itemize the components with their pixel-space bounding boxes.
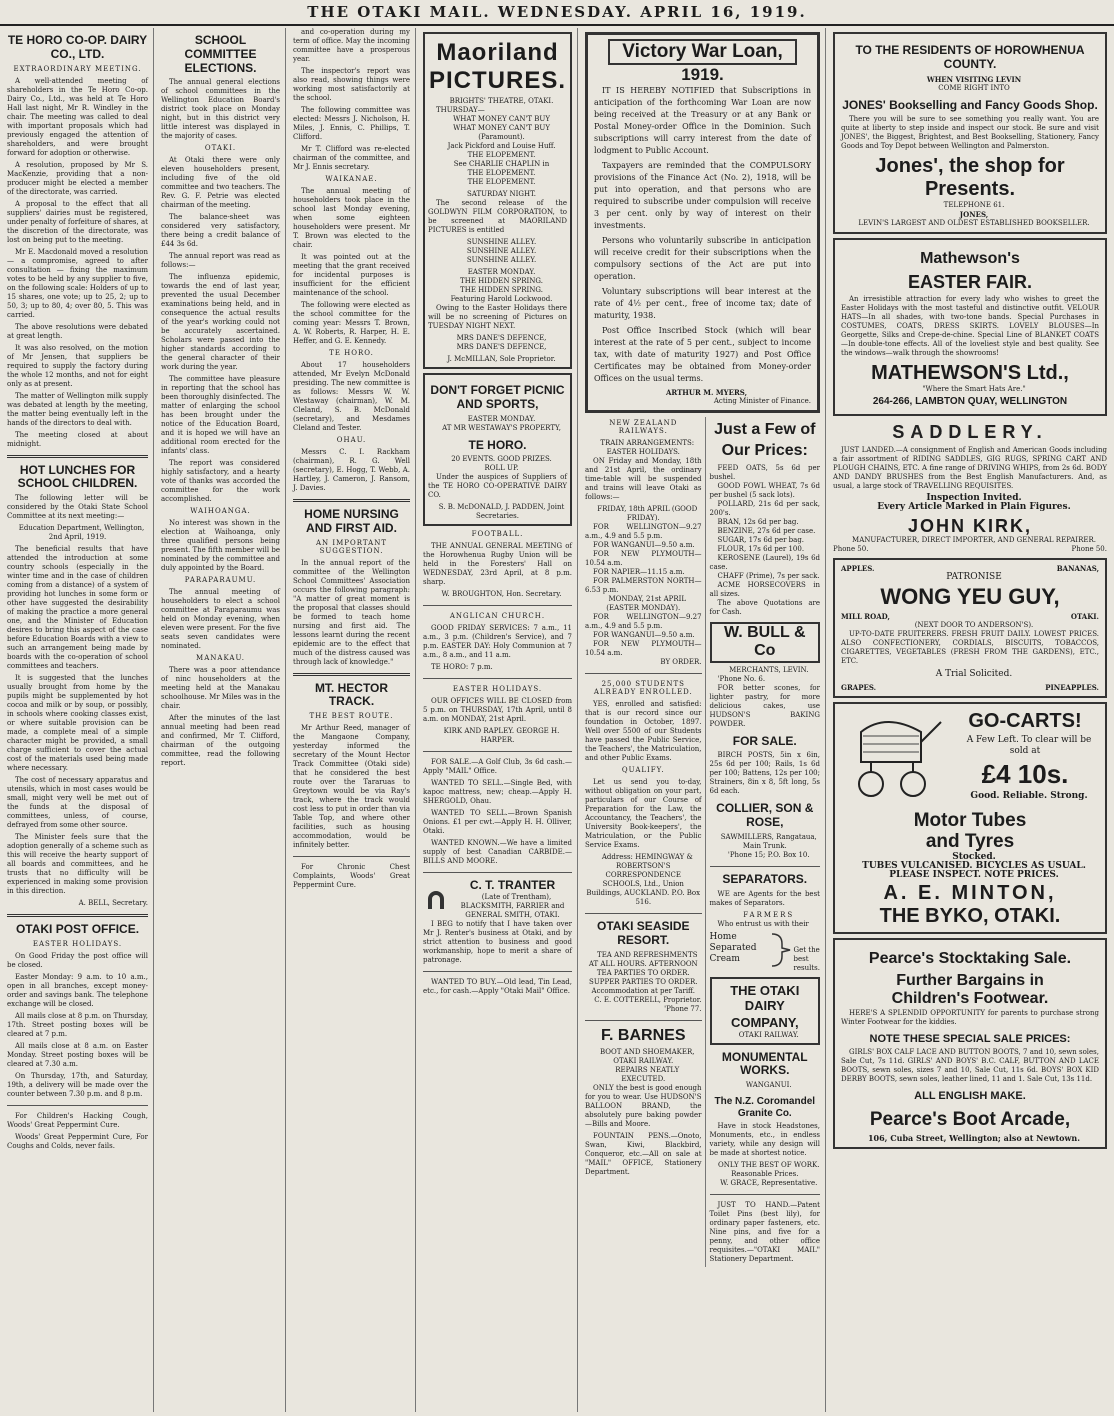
paragraph: The annual report was read as follows:— bbox=[161, 252, 280, 270]
paragraph: THE ANNUAL GENERAL MEETING of the Horowhenua Rugby Union will be held in the Foresters' Hall on WEDNESDAY, 23rd April, at 8 p.m. sharp. bbox=[423, 542, 572, 587]
paragraph: All mails close at 8 a.m. on Easter Monday. Street posting boxes will be cleared at 7.30 a.m. bbox=[7, 1041, 148, 1068]
wong-ad bbox=[833, 558, 1107, 697]
paragraph: GIRLS' BOX CALF LACE AND BUTTON BOOTS, 7 and 10, sewn soles, Sale Cut, 7s 11d. GIRLS' AND BOYS' B.C. CALF, BUTTON AND LACE BOOTS, sewn soles, sizes 7 and 10, Sale Cut, 11s 6d. BOYS' BOX KID DERBY BOOTS, sewn soles, leather lined, 11 and 1. Sale Cut, 13s 11d. bbox=[841, 1048, 1099, 1084]
horseshoe-icon bbox=[423, 889, 449, 911]
paragraph: The following letter will be considered by the Otaki State School Committee at its next meeting:— bbox=[7, 494, 148, 521]
paragraph: JUST LANDED.—A consignment of English and American Goods including a fair assortment of RIDING SADDLES, GIG RUGS, SPRING CART AND PLOUGH CHAINS, ETC. A fine range of DRIVING WHIPS, from 2s 6d. BODY AND DANDY BRUSHES from the Best English Manufacturers. And, as usual, a large stock of TRAVELLING REQUISITES. bbox=[833, 445, 1107, 490]
tranter-ad bbox=[423, 879, 572, 920]
paragraph: ON Friday and Monday, 18th and 21st April, the ordinary time-table will be suspended and trains will leave Otaki as follows:— bbox=[585, 457, 702, 501]
paragraph: TE HORO: 7 p.m. bbox=[431, 663, 493, 672]
kirk-name: JOHN KIRK, bbox=[907, 515, 1032, 536]
cream-result: Get the best results. bbox=[793, 945, 820, 972]
cart-good: Good. Reliable. Strong. bbox=[970, 790, 1088, 801]
section-heading: FOR SALE. bbox=[732, 733, 797, 748]
minton-tubes: TUBES VULCANISED. BICYCLES AS USUAL. bbox=[862, 861, 1086, 872]
wong-patronise: PATRONISE bbox=[946, 572, 1002, 583]
divider bbox=[423, 751, 572, 752]
paragraph: The matter of Wellington milk supply was debated at length by the meeting, the matter being eventually left in the hands of the directors to deal with. bbox=[7, 391, 148, 427]
kirk-phones bbox=[833, 545, 1107, 554]
divider bbox=[423, 678, 572, 679]
picnic-date: EASTER MONDAY. bbox=[467, 414, 536, 423]
divider bbox=[710, 866, 820, 867]
wong-town: OTAKI. bbox=[1070, 611, 1099, 621]
section-heading: MONUMENTAL WORKS. bbox=[721, 1049, 808, 1078]
war-loan-year: 1919. bbox=[681, 65, 724, 84]
paragraph: The annual meeting of householders to elect a school committee at Paraparaumu was held on Monday evening, when eleven were present. For the five seats seven candidates were nominated. bbox=[161, 588, 280, 651]
jones-heading: JONES' Bookselling and Fancy Goods Shop. bbox=[842, 97, 1098, 112]
price-item: CHAFF (Prime), 7s per sack. bbox=[717, 571, 820, 580]
pearce-heading: Pearce's Stocktaking Sale. bbox=[868, 950, 1072, 968]
paragraph: The meeting closed at about midnight. bbox=[7, 430, 148, 448]
bull-name: W. BULL & Co bbox=[710, 622, 820, 663]
program-film: MRS DANE'S DEFENCE, bbox=[456, 334, 547, 342]
jones-ad bbox=[833, 32, 1107, 234]
section-heading: 25,000 STUDENTS ALREADY ENROLLED. bbox=[593, 680, 693, 696]
venue: BRIGHTS' THEATRE, OTAKI. bbox=[449, 97, 554, 105]
monu-only: ONLY THE BEST OF WORK. Reasonable Prices. bbox=[718, 1161, 820, 1179]
paragraph: YES, enrolled and satisfied: that is our record since our foundation in October, 1897. Well over 5500 of our Students have passed the Public Service, the Teachers', the Matriculation, and other Public Exams. bbox=[585, 700, 702, 762]
program-cast: Jack Pickford and Louise Huff. bbox=[447, 142, 556, 150]
classified: WANTED TO BUY.—Old lead, Tin Lead, etc., for cash.—Apply "Otaki Mail" Office. bbox=[423, 978, 572, 996]
signature: C. E. COTTERELL, Proprietor. 'Phone 77. bbox=[594, 995, 702, 1013]
section-heading: OTAKI SEASIDE RESORT. bbox=[597, 919, 690, 947]
pearce-note: NOTE THESE SPECIAL SALE PRICES: bbox=[869, 1032, 1071, 1045]
pearce-heading: Children's Footwear. bbox=[891, 990, 1049, 1008]
price-item: SUGAR, 17s 6d per bag. bbox=[717, 535, 805, 544]
divider bbox=[585, 1020, 702, 1021]
section-heading: WAIKANAE. bbox=[325, 175, 378, 183]
article-subheading: EASTER HOLIDAYS. bbox=[32, 939, 123, 948]
war-loan-ad bbox=[585, 32, 820, 413]
paragraph: It was pointed out at the meeting that the grant received for incidental purposes is insufficient for the efficient maintenance of the school. bbox=[293, 253, 410, 297]
paragraph: About 17 householders attended, Mr Evelyn McDonald presiding. The new committee is as follows: Messrs W. W. Westaway (chairman), W. M. Cleland, S. B. McDonald (secretary), and Mesdames Cleland and Tester. bbox=[293, 361, 410, 432]
picnic-secretaries: S. B. McDONALD, J. PADDEN, Joint Secretaries. bbox=[438, 503, 565, 521]
divider bbox=[423, 872, 572, 873]
jones-heading: COME RIGHT INTO bbox=[938, 83, 1010, 92]
divider bbox=[423, 605, 572, 606]
minton-byko: THE BYKO, OTAKI. bbox=[879, 905, 1061, 928]
program-cast: Featuring Harold Lockwood. bbox=[450, 295, 553, 303]
paragraph: Voluntary subscriptions will bear interest at the rate of 4½ per cent., free of income tax; date of maturity, 1938. bbox=[594, 287, 811, 320]
saddlery-heading: SADDLERY. bbox=[833, 422, 1107, 443]
wong-name: WONG YEU GUY, bbox=[880, 584, 1060, 610]
article-heading: HOME NURSING AND FIRST AID. bbox=[304, 507, 399, 535]
address: Address: HEMINGWAY & ROBERTSON'S CORRESPONDENCE SCHOOLS, Ltd., Union Buildings, AUCKLAND. P.O. Box 516. bbox=[586, 853, 701, 906]
paragraph: The cost of necessary apparatus and utensils, which in most cases would be small, might very well be met out of the funds at the disposal of committees, unless, of course, defrayed from some other source. bbox=[7, 776, 148, 830]
wong-address bbox=[841, 612, 1099, 621]
paragraph: The Minister feels sure that the adoption generally of a scheme such as this will receive the hearty support of all boards and committees, and he trusts that no difficulty will be experienced in making some provision in this direction. bbox=[7, 833, 148, 896]
paragraph: UP-TO-DATE FRUITERERS. FRESH FRUIT DAILY. LOWEST PRICES. ALSO CONFECTIONERY, CORDIALS, BISCUITS, TOBACCOS, CIGARETTES, VEGETABLES (FRESH FROM THE GARDENS), ETC., ETC. bbox=[841, 629, 1099, 665]
paragraph: IT IS HEREBY NOTIFIED that Subscriptions in anticipation of the forthcoming War Loan are now being received at the Treasury or at any Bank or Postal Money-order Office in the Dominion. Such subscriptions will carry interest from the date of lodgment to Public Account. bbox=[594, 86, 811, 155]
paragraph: WE are Agents for the best makes of Separators. bbox=[709, 889, 820, 907]
program-film: SUNSHINE ALLEY. bbox=[466, 256, 537, 264]
section-heading: NEW ZEALAND RAILWAYS. bbox=[609, 419, 678, 435]
jones-slogan: Jones', the shop for bbox=[875, 155, 1065, 178]
classified: WANTED TO SELL.—Brown Spanish Onions. £1 per cwt.—Apply H. H. Olliver, Otaki. bbox=[423, 809, 572, 836]
price-item: KEROSENE (Laurel), 19s 6d case. bbox=[709, 553, 820, 571]
paragraph: Messrs C. I. Rackham (chairman), R. G. Well (secretary), E. Hogg, T. Webb, A. Hartley, J. Cameron, J. Ransom, J. Davies. bbox=[293, 448, 410, 492]
dairy-name: THE OTAKI DAIRY bbox=[730, 982, 800, 1013]
section-heading: SEPARATORS. bbox=[722, 871, 808, 886]
war-loan-title: Victory War Loan, bbox=[608, 39, 797, 65]
column-2 bbox=[156, 28, 286, 1412]
paragraph: The balance-sheet was considered very satisfactory, there being a credit balance of £44 3s 6d. bbox=[161, 213, 280, 249]
jones-sign: LEVIN'S LARGEST AND OLDEST ESTABLISHED BOOKSELLER. bbox=[858, 219, 1090, 228]
paragraph: The committee have pleasure in reporting that the school has been thoroughly disinfected. The matter of enlarging the school has been brought under the notice of the Education Board, and it is hoped we will have an additional room erected for the infants' class. bbox=[161, 375, 280, 456]
paragraph: It is suggested that the lunches usually brought from home by the pupils might be supplemented by hot cocoa and milk or by soup, or possibly, in schools where cooking classes exist, or where suitable provision can be made, a complete meal of a simple character might be provided, a small charge sufficient to cover the actual cost of the materials used being made where necessary. bbox=[7, 674, 148, 773]
divider bbox=[7, 914, 148, 917]
pictures-ad bbox=[423, 32, 572, 369]
paragraph: The annual meeting of householders took place in the school last Monday evening, when some eighteen householders were present. Mr T. Brown was elected to the chair. bbox=[293, 187, 410, 249]
paragraph: The following committee was elected: Messrs J. Nicholson, H. Miles, J. Ennis, C. Phillips, T. Clifford. bbox=[293, 106, 410, 141]
program-note: (Paramount). bbox=[478, 133, 525, 141]
cart-few: A Few Left. To clear will be sold at bbox=[966, 734, 1092, 756]
paragraph: FOR better scones, for lighter pastry, for more delicious cakes, use HUDSON'S BAKING POWDER. bbox=[709, 683, 820, 728]
article-subheading: EXTRAORDINARY MEETING. bbox=[13, 64, 142, 73]
signature: ARTHUR M. MYERS, bbox=[665, 388, 748, 397]
kirk-phone: Phone 50. bbox=[833, 545, 869, 554]
brace-icon bbox=[770, 932, 794, 968]
math-heading: Mathewson's bbox=[920, 250, 1020, 268]
divider bbox=[710, 1194, 820, 1195]
paragraph: The beneficial results that have attended the introduction at some country schools (especially in the winter time and in the case of children coming from a distance) of a system of providing hot lunches in some form or other have suggested the desirability of making the practice a more general one, and the Minister of Education desires to bring this aspect of the case before Education Boards with a view to such an arrangement being made by boards with the co-operation of school committees and teachers. bbox=[7, 545, 148, 671]
column-5-left bbox=[585, 417, 706, 1267]
paragraph: GOOD FRIDAY SERVICES: 7 a.m., 11 a.m., 3 p.m. (Children's Service), and 7 p.m. EASTER DAY: Holy Communion at 7 a.m., 8 a.m., and 11 a.m. bbox=[423, 624, 572, 660]
collier-name: COLLIER, SON & ROSE, bbox=[716, 801, 814, 830]
small-ad: Woods' Great Peppermint Cure, For Coughs and Colds, never fails. bbox=[7, 1132, 148, 1150]
picnic-roll: ROLL UP. bbox=[484, 464, 519, 473]
section-heading: OTAKI. bbox=[204, 144, 237, 153]
dateline: Education Department, Wellington, 2nd April, 1919. bbox=[18, 524, 145, 542]
small-ad: For Children's Hacking Cough, Woods' Great Peppermint Cure. bbox=[7, 1111, 148, 1129]
paragraph: Post Office Inscribed Stock (which will bear interest at the rate of 5 per cent., subject to income tax, with date of maturity 1927) and Post Office Certificates may be obtained from Money-order Offices on the usual terms. bbox=[594, 326, 811, 383]
paragraph: and co-operation during my term of office. May the incoming committee have a prosperous year. bbox=[293, 28, 410, 63]
program-text: Owing to the Easter Holidays there will be no screening of Pictures on TUESDAY NIGHT NEXT. bbox=[428, 304, 567, 330]
paragraph: The above resolutions were debated at great length. bbox=[7, 322, 148, 340]
jones-heading: TO THE RESIDENTS OF HOROWHENUA COUNTY. bbox=[855, 43, 1085, 71]
paragraph: The following were elected as the school committee for the coming year: Messrs T. Brown, A. W. Roberts, R. Harper, H. E. Heffer, and G. E. Kennedy. bbox=[293, 301, 410, 345]
section-heading: ANGLICAN CHURCH. bbox=[449, 612, 546, 621]
program-film: MRS DANE'S DEFENCE, bbox=[456, 343, 547, 351]
signature: A. BELL, Secretary. bbox=[78, 899, 148, 908]
paragraph: Mr T. Clifford was re-elected chairman of the committee, and Mr J. Ennis secretary. bbox=[293, 145, 410, 171]
paragraph: A resolution, proposed by Mr S. MacKenzie, providing that a non-producer might be elected a member of the directorate, was carried. bbox=[7, 160, 148, 196]
math-address: 264-266, LAMBTON QUAY, WELLINGTON bbox=[872, 396, 1068, 408]
rail-row: FOR NEW PLYMOUTH—10.54 a.m. bbox=[585, 550, 702, 567]
pearce-address: 106, Cuba Street, Wellington; also at Newtown. bbox=[867, 1132, 1080, 1143]
rail-row: FOR WANGANUI—9.50 a.m. bbox=[593, 541, 695, 549]
section-heading: TE HORO. bbox=[329, 349, 374, 357]
price-item: GOOD FOWL WHEAT, 7s 6d per bushel (5 sack lots). bbox=[709, 481, 820, 499]
column-5-right bbox=[710, 417, 820, 1267]
prices-title: Our Prices: bbox=[721, 442, 808, 460]
classified: FOR SALE.—A Golf Club, 3s 6d cash.—Apply "MAIL" Office. bbox=[423, 758, 572, 776]
rail-order: BY ORDER. bbox=[660, 658, 702, 666]
paragraph: There you will be sure to see something you really want. You are quite at liberty to step inside and inspect our stock. Be sure and visit JONES', the Biggest, Brightest, and Best Bookselling, Stationery, Fancy Goods and Toy Depot between Wellington and Palmerston. bbox=[841, 115, 1099, 151]
column-5 bbox=[580, 28, 826, 1412]
cart-price: £4 10s. bbox=[981, 758, 1069, 789]
paragraph: The inspector's report was also read, showing things were working most satisfactorily at the school. bbox=[293, 67, 410, 102]
rail-day: FRIDAY, 18th APRIL (GOOD FRIDAY). bbox=[597, 505, 698, 522]
pearce-all: ALL ENGLISH MAKE. bbox=[914, 1090, 1026, 1103]
signature-title: Acting Minister of Finance. bbox=[713, 397, 811, 405]
wong-corner: APPLES. bbox=[841, 564, 875, 574]
rail-row: FOR NEW PLYMOUTH—10.54 a.m. bbox=[585, 640, 702, 657]
signature: W. BROUGHTON, Hon. Secretary. bbox=[441, 590, 562, 599]
paragraph: A well-attended meeting of shareholders in the Te Horo Co-op. Dairy Co., Ltd., was held at Te Horo Hall last night, Mr R. Windley in the chair. The meeting was called to deal with important proposals which had previously engaged the attention of shareholders, and were brought forward for adoption or otherwise. bbox=[7, 76, 148, 157]
motor-line: Motor Tubes bbox=[913, 809, 1027, 831]
divider bbox=[585, 913, 702, 914]
article-heading: MT. HECTOR TRACK. bbox=[314, 680, 389, 709]
column-4 bbox=[418, 28, 578, 1412]
masthead: THE OTAKI MAIL. WEDNESDAY. APRIL 16, 1919. bbox=[0, 0, 1114, 26]
bull-sub: MERCHANTS, LEVIN. bbox=[729, 665, 809, 674]
paragraph: An irresistible attraction for every lady who wishes to greet the Easter Holidays with the most tasteful and distinctive outfit. VELOUR HATS—In all shades, with two-tone bands. Special Purchases in COSTUMES, COATS, DRESS SKIRTS. LOVELY BLOUSES—In Georgette, Silks and Crepe-de-chine. Special Line of BLANKET COATS—In double-tone effects. All of the loveliest style and best quality. See the windows—walk through the showrooms! bbox=[841, 295, 1099, 358]
paragraph: All mails close at 8 p.m. on Thursday, 17th. Street posting boxes will be cleared at 7 p.m. bbox=[7, 1011, 148, 1038]
math-heading: EASTER FAIR. bbox=[907, 271, 1032, 292]
classified: FOUNTAIN PENS.—Onoto, Swan, Kiwi, Blackbird, Conqueror, etc.—All on sale at "MAIL" OFFICE, Stationery Department. bbox=[585, 1131, 702, 1176]
paragraph: HERE'S A SPLENDID OPPORTUNITY for parents to purchase strong Winter Footwear for the kiddies. bbox=[841, 1008, 1099, 1026]
price-list bbox=[710, 464, 820, 599]
paragraph: BIRCH POSTS, 5in x 6in, 25s 6d per 100; Rails, 1s 6d per 100; Battens, 12s per 100; Strainers, 8in x 8, 5ft long, 5s 6d each. bbox=[709, 751, 820, 796]
barnes-name: F. BARNES bbox=[601, 1026, 686, 1044]
classified: WANTED TO SELL.—Single Bed, with kapoc mattress, new; cheap.—Apply H. SHERGOLD, Ohau. bbox=[423, 779, 572, 806]
sad-invite: Inspection Invited. bbox=[926, 492, 1022, 503]
rail-row: FOR WELLINGTON—9.27 a.m., 4.9 and 5.5 p.m. bbox=[585, 523, 702, 540]
program-film: SUNSHINE ALLEY. bbox=[466, 247, 537, 255]
prices-note: The above Quotations are for Cash. bbox=[709, 598, 820, 616]
column-1 bbox=[2, 28, 154, 1412]
paragraph: Who entrust us with their bbox=[717, 919, 809, 928]
article-heading: OTAKI POST OFFICE. bbox=[15, 922, 140, 937]
tranter-sub: (Late of Trentham), BLACKSMITH, FARRIER and GENERAL SMITH, OTAKI. bbox=[460, 893, 565, 920]
dairy-place: OTAKI RAILWAY. bbox=[738, 1030, 799, 1039]
price-item: BRAN, 12s 6d per bag. bbox=[717, 517, 799, 526]
price-item: FEED OATS, 5s 6d per bushel. bbox=[709, 463, 820, 481]
divider bbox=[7, 455, 148, 458]
paragraph: On Thursday, 17th, and Saturday, 19th, a delivery will be made over the counter between 7.30 p.m. and 8 p.m. bbox=[7, 1071, 148, 1098]
monu-town: WANGANUI. bbox=[745, 1081, 792, 1090]
monu-rep: W. GRACE, Representative. bbox=[720, 1179, 818, 1188]
wong-corner: GRAPES. bbox=[841, 682, 877, 692]
paragraph: The annual general elections of school committees in the Wellington Education Board's district took place on Monday night, but in this district very little interest was displayed in the majority of cases. bbox=[161, 78, 280, 141]
proprietor: J. McMILLAN, Sole Proprietor. bbox=[447, 355, 556, 363]
paragraph: There was a poor attendance of ninc householders at the meeting held at the Manakau schoolhouse. Mr Miles was in the chair. bbox=[161, 666, 280, 711]
jones-tel: TELEPHONE 61. bbox=[943, 201, 1005, 210]
jones-slogan: Presents. bbox=[924, 178, 1016, 201]
cart-title: GO-CARTS! bbox=[968, 709, 1082, 732]
paragraph: Let us send you to-day, without obligation on your part, particulars of our Course of Preparation for the Law, the Accountancy, the Teachers', the University Book-keepers', the Matriculation, or the Public Service Exams. bbox=[585, 778, 702, 849]
picnic-title: DON'T FORGET PICNIC AND SPORTS, bbox=[430, 383, 565, 411]
cream-label: Home Separated Cream bbox=[709, 931, 757, 964]
paragraph: A proposal to the effect that all suppliers' dairies must be registered, under penalty of forfeiture of shares, at the discretion of the directorate, was lost on being put to the meeting. bbox=[7, 199, 148, 244]
math-name: MATHEWSON'S Ltd., bbox=[871, 362, 1069, 385]
pearce-heading: Further Bargains in bbox=[896, 971, 1044, 989]
article-heading: HOT LUNCHES FOR SCHOOL CHILDREN. bbox=[17, 462, 138, 491]
price-item: ACME HORSECOVERS in all sizes. bbox=[709, 580, 820, 598]
section-heading: FOOTBALL. bbox=[471, 530, 524, 539]
program-film: THE HIDDEN SPRING. bbox=[460, 286, 543, 294]
picnic-events: 20 EVENTS. GOOD PRIZES. bbox=[451, 455, 552, 464]
section-heading: PARAPARAUMU. bbox=[184, 576, 257, 585]
paragraph: The report was considered highly satisfactory, and a hearty vote of thanks was accorded the committee for the work accomplished. bbox=[161, 459, 280, 504]
divider bbox=[7, 1105, 148, 1106]
minton-name: A. E. MINTON, bbox=[883, 882, 1057, 905]
bull-phone: 'Phone No. 6. bbox=[717, 674, 766, 683]
monu-company: The N.Z. Coromandel Granite Co. bbox=[714, 1096, 816, 1119]
program-film: WHAT MONEY CAN'T BUY bbox=[453, 115, 550, 123]
sad-marked: Every Article Marked in Plain Figures. bbox=[877, 501, 1071, 512]
section-heading: OHAU. bbox=[336, 436, 367, 444]
pearce-ad bbox=[833, 938, 1107, 1148]
divider bbox=[293, 499, 410, 502]
price-item: BENZINE, 27s 6d per case. bbox=[717, 526, 816, 535]
divider bbox=[293, 673, 410, 676]
paragraph: Mr E. Macdonald moved a resolution — a compromise, agreed to after consultation — fixing the maximum votes to be held by any supplier to five, on the following scale: Holders of up to 15 shares, one vote; up to 25, 2; up to 50, 3; up to 80, 4; over 80, 5. This was carried. bbox=[7, 247, 148, 319]
rail-day: MONDAY, 21st APRIL (EASTER MONDAY). bbox=[606, 595, 687, 612]
collier-sub: SAWMILLERS, Rangataua, Main Trunk. bbox=[720, 832, 817, 850]
paragraph: After the minutes of the last annual meeting had been read and confirmed, Mr T. Clifford, chairman of the outgoing committee, read the following report. bbox=[161, 714, 280, 768]
barnes-sub: BOOT AND SHOEMAKER, OTAKI RAILWAY. bbox=[600, 1047, 695, 1065]
signature: KIRK AND RAPLEY. GEORGE H. HARPER. bbox=[443, 727, 560, 745]
tranter-name: C. T. TRANTER bbox=[469, 878, 556, 893]
paragraph: The influenza epidemic, towards the end of last year, prevented the usual December examinations being held, and in consequence the actual results of the year's working could not be accurately ascertained. Scholars were passed into the higher standards according to the general character of their work during the year. bbox=[161, 273, 280, 372]
cream-block bbox=[710, 932, 820, 973]
program-film: THE HIDDEN SPRING. bbox=[460, 277, 543, 285]
wong-corner: PINEAPPLES. bbox=[1045, 682, 1099, 692]
program-film: THE ELOPEMENT. bbox=[467, 151, 536, 159]
column-6 bbox=[828, 28, 1112, 1412]
divider bbox=[423, 971, 572, 972]
picnic-place: AT MR WESTAWAY'S PROPERTY, bbox=[442, 423, 561, 432]
paragraph: In the annual report of the committee of the Wellington School Committees' Association occurs the following paragraph: "A matter of great moment is the proposal that classes should be formed to teach home nursing and first aid. The lessons learnt during the recent epidemic are to the effect that much of the distress caused was through lack of knowledge." bbox=[293, 558, 410, 666]
program-film: THE ELOPEMENT. bbox=[467, 169, 536, 177]
price-item: FLOUR, 17s 6d per 100. bbox=[717, 544, 805, 553]
article-subheading: AN IMPORTANT SUGGESTION. bbox=[315, 538, 388, 555]
math-tag: "Where the Smart Hats Are." bbox=[922, 385, 1026, 394]
jones-sign: JONES, bbox=[959, 210, 989, 220]
picnic-town: TE HORO. bbox=[468, 437, 527, 452]
column-5-split bbox=[585, 417, 820, 1267]
paragraph: Have in stock Headstones, Monuments, etc., in endless variety, while any design will be made at shortest notice. bbox=[709, 1122, 820, 1158]
rail-row: FOR WELLINGTON—9.27 a.m., 4.9 and 5.5 p.m. bbox=[585, 613, 702, 630]
wong-next: (NEXT DOOR TO ANDERSON'S). bbox=[914, 620, 1034, 629]
farmers-heading: FARMERS bbox=[743, 910, 795, 919]
paragraph: On Good Friday the post office will be closed. bbox=[7, 951, 148, 969]
paragraph: OUR OFFICES WILL BE CLOSED from 5 p.m. on THURSDAY, 17th April, until 8 a.m. on MONDAY, 21st April. bbox=[423, 697, 572, 724]
paragraph: ONLY the best is good enough for you to wear. Use HUDSON'S BALLOON BRAND, the absolutely pure baking powder—Bills and Moore. bbox=[585, 1083, 702, 1128]
program-day: EASTER MONDAY. bbox=[467, 268, 536, 276]
classified: WANTED KNOWN.—We have a limited supply of best Canadian CARBIDE.—BILLS AND MOORE. bbox=[423, 839, 572, 866]
collier-phone: 'Phone 15; P.O. Box 10. bbox=[727, 850, 810, 859]
mathewson-ad bbox=[833, 238, 1107, 416]
wong-bottom bbox=[841, 683, 1099, 692]
kirk-sub: MANUFACTURER, DIRECT IMPORTER, AND GENERAL REPAIRER. bbox=[852, 536, 1096, 545]
section-heading: EASTER HOLIDAYS. bbox=[452, 685, 543, 694]
paragraph: It was also resolved, on the motion of Mr Jensen, that suppliers be required to supply the factory during the whole 12 months, and not for eight only as at present. bbox=[7, 343, 148, 388]
program-text: The second release of the GOLDWYN FILM CORPORATION, to be screened at MAORILAND PICTURES is entitled bbox=[428, 199, 567, 234]
program-day: SATURDAY NIGHT. bbox=[467, 190, 536, 198]
article-heading: SCHOOL COMMITTEE ELECTIONS. bbox=[184, 33, 257, 75]
rail-row: FOR NAPIER—11.15 a.m. bbox=[593, 568, 685, 576]
program-day: THURSDAY— bbox=[436, 106, 485, 114]
wong-corner: BANANAS, bbox=[1056, 564, 1099, 574]
rail-row: FOR WANGANUI—9.50 a.m. bbox=[593, 631, 695, 639]
motor-line: and Tyres bbox=[925, 831, 1015, 853]
article-subheading: THE BEST ROUTE. bbox=[309, 712, 394, 721]
motor-stocked: Stocked. bbox=[952, 852, 996, 863]
pram-icon bbox=[841, 712, 951, 802]
program-note: See CHARLIE CHAPLIN in bbox=[453, 160, 550, 168]
minton-ad bbox=[833, 702, 1107, 935]
jones-heading: WHEN VISITING LEVIN bbox=[926, 74, 1022, 84]
cart-row bbox=[841, 708, 1099, 806]
small-ad: For Chronic Chest Complaints, Woods' Great Peppermint Cure. bbox=[293, 863, 410, 890]
paragraph: Persons who voluntarily subscribe in anticipation will receive credit for their subscriptions when the compulsory sections of the Act are put into operation. bbox=[594, 236, 811, 281]
program-film: SUNSHINE ALLEY. bbox=[466, 238, 537, 246]
barnes-sub: REPAIRS NEATLY EXECUTED. bbox=[615, 1065, 680, 1083]
program-film: WHAT MONEY CAN'T BUY bbox=[453, 124, 550, 132]
price-item: POLLARD, 21s 6d per sack, 200's. bbox=[709, 499, 820, 517]
paragraph: Mr Arthur Reed, manager of the Mangaone Company, yesterday informed the secretary of the Mount Hector Track Committee (Otaki side) that he considered the best route over the Tararuas to Greytown would be via Ray's track, where the track would cost less to put in order than via Table Top, and where other facilities, such as housing accommodation, would be infinitely better. bbox=[293, 724, 410, 850]
column-3 bbox=[288, 28, 416, 1412]
section-heading: WAIHOANGA. bbox=[190, 507, 251, 516]
divider bbox=[293, 856, 410, 857]
program-film: THE ELOPEMENT. bbox=[467, 178, 536, 186]
picnic-auspices: Under the auspices of Suppliers of the TE HORO CO-OPERATIVE DAIRY CO. bbox=[428, 473, 567, 500]
wong-road: MILL ROAD, bbox=[841, 611, 890, 621]
section-heading: QUALIFY. bbox=[621, 766, 665, 774]
paragraph: TEA AND REFRESHMENTS AT ALL HOURS. AFTERNOON TEA PARTIES TO ORDER. SUPPER PARTIES TO ORDER. Accommodation at per Tariff. bbox=[588, 950, 698, 995]
paragraph: Taxpayers are reminded that the COMPULSORY provisions of the Finance Act (No. 2), 1918, will be put into operation, and that persons who are required to subscribe under compulsion will receive 3 per cent. only by way of interest on their investments. bbox=[594, 161, 811, 230]
pictures-title: Maoriland PICTURES. bbox=[428, 39, 566, 94]
rail-row: FOR PALMERSTON NORTH—6.53 p.m. bbox=[585, 577, 702, 594]
classified: JUST TO HAND.—Patent Toilet Pins (best lily), for ordinary paper fasteners, etc. Nine pins, and five for a penny, and other office requisites.—"OTAKI MAIL" Stationery Department. bbox=[709, 1201, 820, 1264]
kirk-phone: Phone 50. bbox=[1071, 545, 1107, 554]
dairy-name: COMPANY, bbox=[730, 1014, 799, 1030]
paragraph: Easter Monday: 9 a.m. to 10 a.m., open in all branches, except money-order and savings bank. The telephone exchange will be closed. bbox=[7, 972, 148, 1008]
paragraph: No interest was shown in the election at Waihoanga, only three qualified persons being present. The fifth member will be nominated by the committee and duly appointed by the Board. bbox=[161, 519, 280, 573]
wong-trial: A Trial Solicited. bbox=[935, 668, 1013, 679]
cart-text bbox=[951, 708, 1099, 806]
rail-sub: TRAIN ARRANGEMENTS: EASTER HOLIDAYS. bbox=[600, 439, 695, 456]
paragraph: I BEG to notify that I have taken over Mr J. Renter's business at Otaki, and by strict attention to business and good workmanship, hope to merit a share of patronage. bbox=[423, 920, 572, 965]
article-heading: TE HORO CO-OP. DAIRY CO., LTD. bbox=[7, 33, 148, 61]
section-heading: MANAKAU. bbox=[196, 654, 245, 663]
divider bbox=[585, 673, 702, 674]
picnic-ad bbox=[423, 373, 572, 526]
pearce-arcade: Pearce's Boot Arcade, bbox=[869, 1108, 1071, 1130]
prices-title: Just a Few of bbox=[714, 421, 816, 438]
paragraph: At Otaki there were only eleven householders present, including five of the old committee and two teachers. The Rev. G. F. Petrie was elected chairman of the meeting. bbox=[161, 156, 280, 210]
minton-please: PLEASE INSPECT. NOTE PRICES. bbox=[889, 870, 1059, 881]
dairy-ad bbox=[710, 977, 820, 1045]
